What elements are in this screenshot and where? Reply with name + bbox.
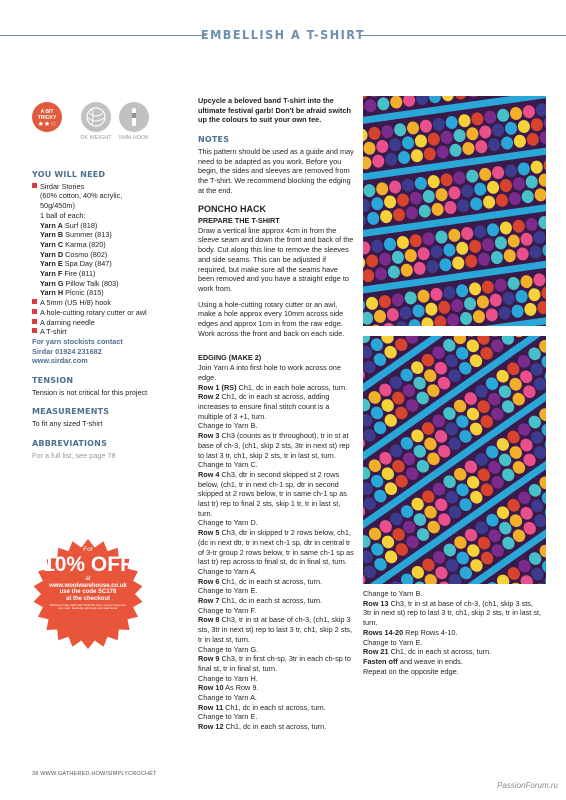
yarn-list <box>32 221 187 299</box>
bullet-square-icon <box>32 309 37 314</box>
promo-site: www.woolwarehouse.co.uk <box>49 582 127 589</box>
crochet-photo-top <box>363 96 546 326</box>
instruction-line: Change to Yarn C. <box>198 460 258 470</box>
instruction-line: Row 12 Ch1, dc in each st across, turn. <box>198 722 327 732</box>
yarn-item: Yarn E Spa Day (847) <box>40 259 112 269</box>
instruction-line: Row 11 Ch1, dc in each st across, turn. <box>198 702 326 712</box>
materials-list <box>32 182 187 366</box>
tension-text: Tension is not critical for this project <box>32 387 148 397</box>
instruction-line: Row 5 Ch3, dtr in skipped tr 2 rows below, ch1, (dc in next dtr, tr in next ch-1 sp, dtr in central tr of 3-tr group 2 rows below, tr in same ch-1 sp as last tr) rep across to final st, dc in final st, turn. <box>198 528 354 567</box>
poncho-heading: PONCHO HACK <box>198 204 267 215</box>
instruction-line: Row 9 Ch3, tr in first ch-sp, 3tr in each ch-sp to final st, tr in final st, turn. <box>198 654 351 673</box>
measurements-text: To fit any sized T-shirt <box>32 419 103 429</box>
yarn-composition: (60% cotton, 40% acrylic, <box>40 191 123 201</box>
abbreviations-text: For a full list, see page 78 <box>32 450 116 460</box>
instruction-line: Repeat on the opposite edge. <box>363 666 459 676</box>
notes-text: This pattern should be used as a guide and may need to be adapted as you work. Before you begin, the sides and sleeves are removed from the T-shirt. We recommend blocking the edging at the end. <box>198 146 354 195</box>
prepare-paragraph-2: Using a hole-cutting rotary cutter or an awl, make a hole approx every 10mm across side edges and approx 1cm in from the raw edge. Work across the front and back on each side. <box>198 299 345 338</box>
bullet-square-icon <box>32 299 37 304</box>
instruction-line: Row 1 (RS) Ch1, dc in each hole across, turn. <box>198 382 348 392</box>
intro-text: Upcycle a beloved band T-shirt into the ultimate festival garb! Don't be afraid switch up the colours to suit your own tee. <box>198 96 351 125</box>
yarn-weight-label: DK WEIGHT <box>80 135 112 141</box>
skill-label: A BIT TRICKY <box>37 109 57 121</box>
instruction-line: Row 3 Ch3 (counts as tr throughout), tr in st at base of ch-3, (ch1, skip 2 sts, 3tr in next st) rep to last 3 tr, ch1, skip 2 sts, tr in last st, turn. <box>198 431 350 460</box>
skill-stars: ★★☆ <box>37 121 57 128</box>
yarn-item: Yarn G Pillow Talk (803) <box>40 278 119 288</box>
yarn-item: Yarn A Surf (818) <box>40 220 98 230</box>
tension-heading: TENSION <box>32 376 74 386</box>
page-footer: 38 WWW.GATHERED.HOW/SIMPLYCROCHET <box>32 771 157 777</box>
yarn-item: Yarn H Picnic (815) <box>40 288 104 298</box>
bullet-square-icon <box>32 183 37 188</box>
list-item: A T-shirt <box>32 327 187 337</box>
instruction-line: Change to Yarn F. <box>198 605 257 615</box>
promo-discount: 10% OFF <box>43 553 133 577</box>
list-item: A darning needle <box>32 318 187 328</box>
bullet-square-icon <box>32 319 37 324</box>
instruction-line: Change to Yarn E. <box>363 637 423 647</box>
you-will-need-heading: YOU WILL NEED <box>32 170 106 179</box>
instruction-line: Fasten off and weave in ends. <box>363 656 463 666</box>
instruction-line: Rows 14-20 Rep Rows 4-10. <box>363 627 458 637</box>
yarn-composition-2: 50g/450m) <box>40 201 75 211</box>
instruction-line: Change to Yarn H. <box>198 673 258 683</box>
promo-fineprint-2: per order. Excludes gift cards and sale items. <box>58 605 118 610</box>
discount-promo[interactable] <box>32 538 144 650</box>
hook-size-label: 5MM HOOK <box>119 135 149 141</box>
instruction-line: Change to Yarn A. <box>198 693 257 703</box>
left-column <box>32 170 187 460</box>
yarn-item: Yarn F Fire (811) <box>40 269 96 279</box>
edging-heading: EDGING (MAKE 2) <box>198 353 262 363</box>
difficulty-badges <box>32 102 152 152</box>
instruction-line: Change to Yarn E. <box>198 712 258 722</box>
instruction-line: Change to Yarn E. <box>198 586 258 596</box>
yarn-ball-icon <box>81 102 111 132</box>
notes-heading: NOTES <box>198 135 230 145</box>
instruction-line: Row 6 Ch1, dc in each st across, turn. <box>198 576 323 586</box>
prepare-paragraph-1: Draw a vertical line approx 4cm in from the sleeve seam and down the front and back of the body. Cut along this line to remove the sleeves and side seams. This can be adjusted if required, but make sure all the seams have been removed and you have a straight edge to work from. <box>198 225 354 293</box>
instruction-line: Row 21 Ch1, dc in each st across, turn. <box>363 647 492 657</box>
crochet-photo-bottom <box>363 336 546 584</box>
list-item: A hole-cutting rotary cutter or awl <box>32 308 187 318</box>
promo-checkout: at the checkout <box>65 596 110 603</box>
prepare-subheading: PREPARE THE T-SHIRT <box>198 216 280 226</box>
edging-instructions <box>198 363 355 732</box>
watermark: PassionForum.ru <box>497 781 558 790</box>
yarn-item: Yarn D Cosmo (802) <box>40 249 108 259</box>
hook-icon <box>119 102 149 132</box>
instruction-line: Change to Yarn A. <box>198 566 257 576</box>
yarn-item: Yarn B Summer (813) <box>40 230 112 240</box>
list-item: A 5mm (US H/8) hook <box>32 298 187 308</box>
page-header-title: EMBELLISH A T-SHIRT <box>200 27 366 42</box>
bullet-square-icon <box>32 328 37 333</box>
promo-fineprint: Discount code valid until 11/04/18. One use per customer <box>50 602 126 607</box>
stockists-line: For yarn stockists contact <box>32 336 123 346</box>
yarn-item: Yarn C Karma (820) <box>40 239 106 249</box>
instruction-line: Change to Yarn D. <box>198 518 258 528</box>
middle-column <box>198 96 355 732</box>
measurements-heading: MEASUREMENTS <box>32 407 110 417</box>
promo-for: For <box>83 546 93 553</box>
instruction-line: Row 13 Ch3, tr in st at base of ch-3, (ch1, skip 3 sts, 3tr in next st) rep to last 3 tr, ch1, skip 2 sts, tr in last st, turn. <box>363 598 542 628</box>
stockists-phone: Sirdar 01924 231682 <box>32 346 102 356</box>
instruction-line: Row 10 As Row 9. <box>198 683 259 693</box>
abbreviations-heading: ABBREVIATIONS <box>32 438 108 448</box>
instruction-line: Row 8 Ch3, tr in st at base of ch-3, (ch1, skip 3 sts, 3tr in next st) rep to last 3 tr, ch1, skip 2 sts, tr in last st, turn. <box>198 615 353 644</box>
promo-at: at <box>85 576 91 583</box>
right-column <box>363 589 543 676</box>
promo-code: use the code SC178 <box>59 589 117 596</box>
skill-level-badge <box>32 102 62 132</box>
instruction-line: Change to Yarn B. <box>363 589 423 598</box>
instruction-line: Change to Yarn B. <box>198 421 258 431</box>
instruction-line: Join Yarn A into first hole to work across one edge. <box>198 363 341 382</box>
list-item: Sirdar Stories <box>32 182 187 192</box>
instruction-line: Row 4 Ch3, dtr in second skipped st 2 rows below, (ch1, tr in next ch-1 sp, dtr in second skipped st 2 rows below, tr in same ch-1 sp as last tr) rep to final 2 sts, skip 1 tr, tr in last st, turn. <box>198 469 347 518</box>
instruction-line: Row 2 Ch1, dc in each st across, adding increases to ensure final stitch count is a multiple of 3 +1, turn. <box>198 392 330 421</box>
ball-count: 1 ball of each: <box>40 210 86 220</box>
instruction-line: Change to Yarn G. <box>198 644 259 654</box>
stockists-website[interactable]: www.sirdar.com <box>32 356 88 366</box>
instruction-line: Row 7 Ch1, dc in each st across, turn. <box>198 596 323 606</box>
